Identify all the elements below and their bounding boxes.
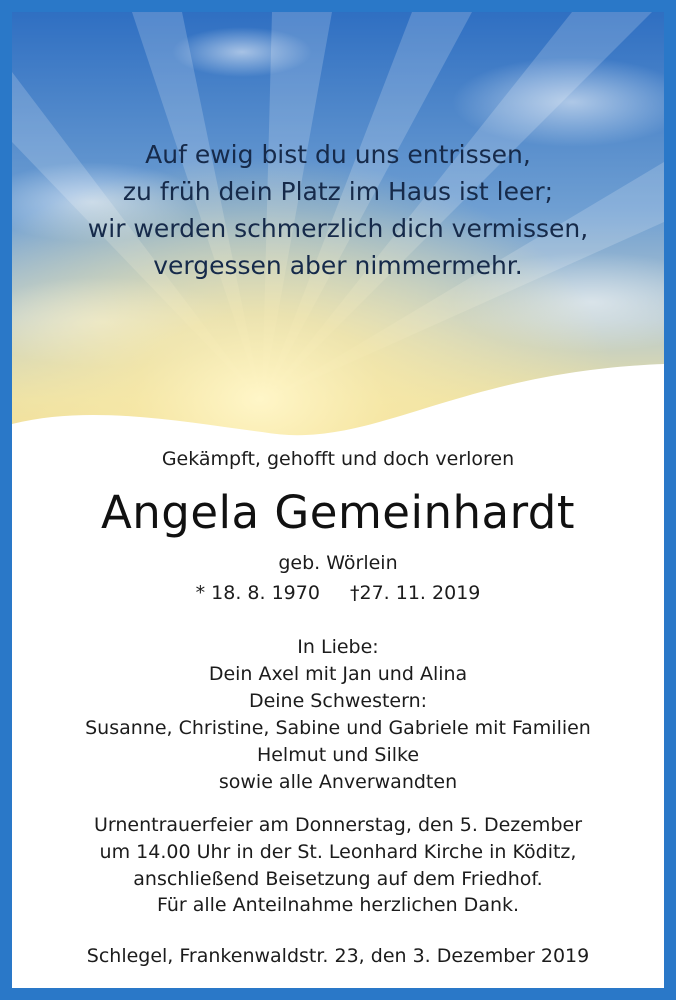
- funeral-line: Urnentrauerfeier am Donnerstag, den 5. Dezember: [93, 814, 583, 836]
- funeral-line: um 14.00 Uhr in der St. Leonhard Kirche in Köditz,: [99, 841, 577, 863]
- mourners-list: [12, 634, 664, 796]
- life-dates: [12, 582, 664, 604]
- thanks-line: Für alle Anteilnahme herzlichen Dank.: [156, 894, 520, 916]
- subtitle: Gekämpft, gehofft und doch verloren: [161, 448, 515, 470]
- funeral-info: [12, 812, 664, 893]
- deceased-name: Angela Gemeinhardt: [100, 486, 576, 539]
- mourner-line: In Liebe:: [297, 636, 379, 658]
- mourner-line: Deine Schwestern:: [248, 690, 428, 712]
- poem-line: Auf ewig bist du uns entrissen,: [145, 140, 531, 169]
- maiden-name: geb. Wörlein: [278, 552, 398, 574]
- poem: [12, 136, 664, 284]
- poem-line: wir werden schmerzlich dich vermissen,: [87, 214, 589, 243]
- place-date: Schlegel, Frankenwaldstr. 23, den 3. Dezember 2019: [86, 945, 590, 967]
- birth-date: * 18. 8. 1970: [195, 582, 320, 604]
- poem-line: vergessen aber nimmermehr.: [153, 251, 523, 280]
- mourner-line: sowie alle Anverwandten: [218, 771, 458, 793]
- death-date: †27. 11. 2019: [350, 582, 481, 604]
- funeral-line: anschließend Beisetzung auf dem Friedhof.: [133, 868, 543, 890]
- mourner-line: Susanne, Christine, Sabine und Gabriele mit Familien: [85, 717, 591, 739]
- mourner-line: Helmut und Silke: [256, 744, 420, 766]
- poem-line: zu früh dein Platz im Haus ist leer;: [122, 177, 554, 206]
- mourner-line: Dein Axel mit Jan und Alina: [208, 663, 468, 685]
